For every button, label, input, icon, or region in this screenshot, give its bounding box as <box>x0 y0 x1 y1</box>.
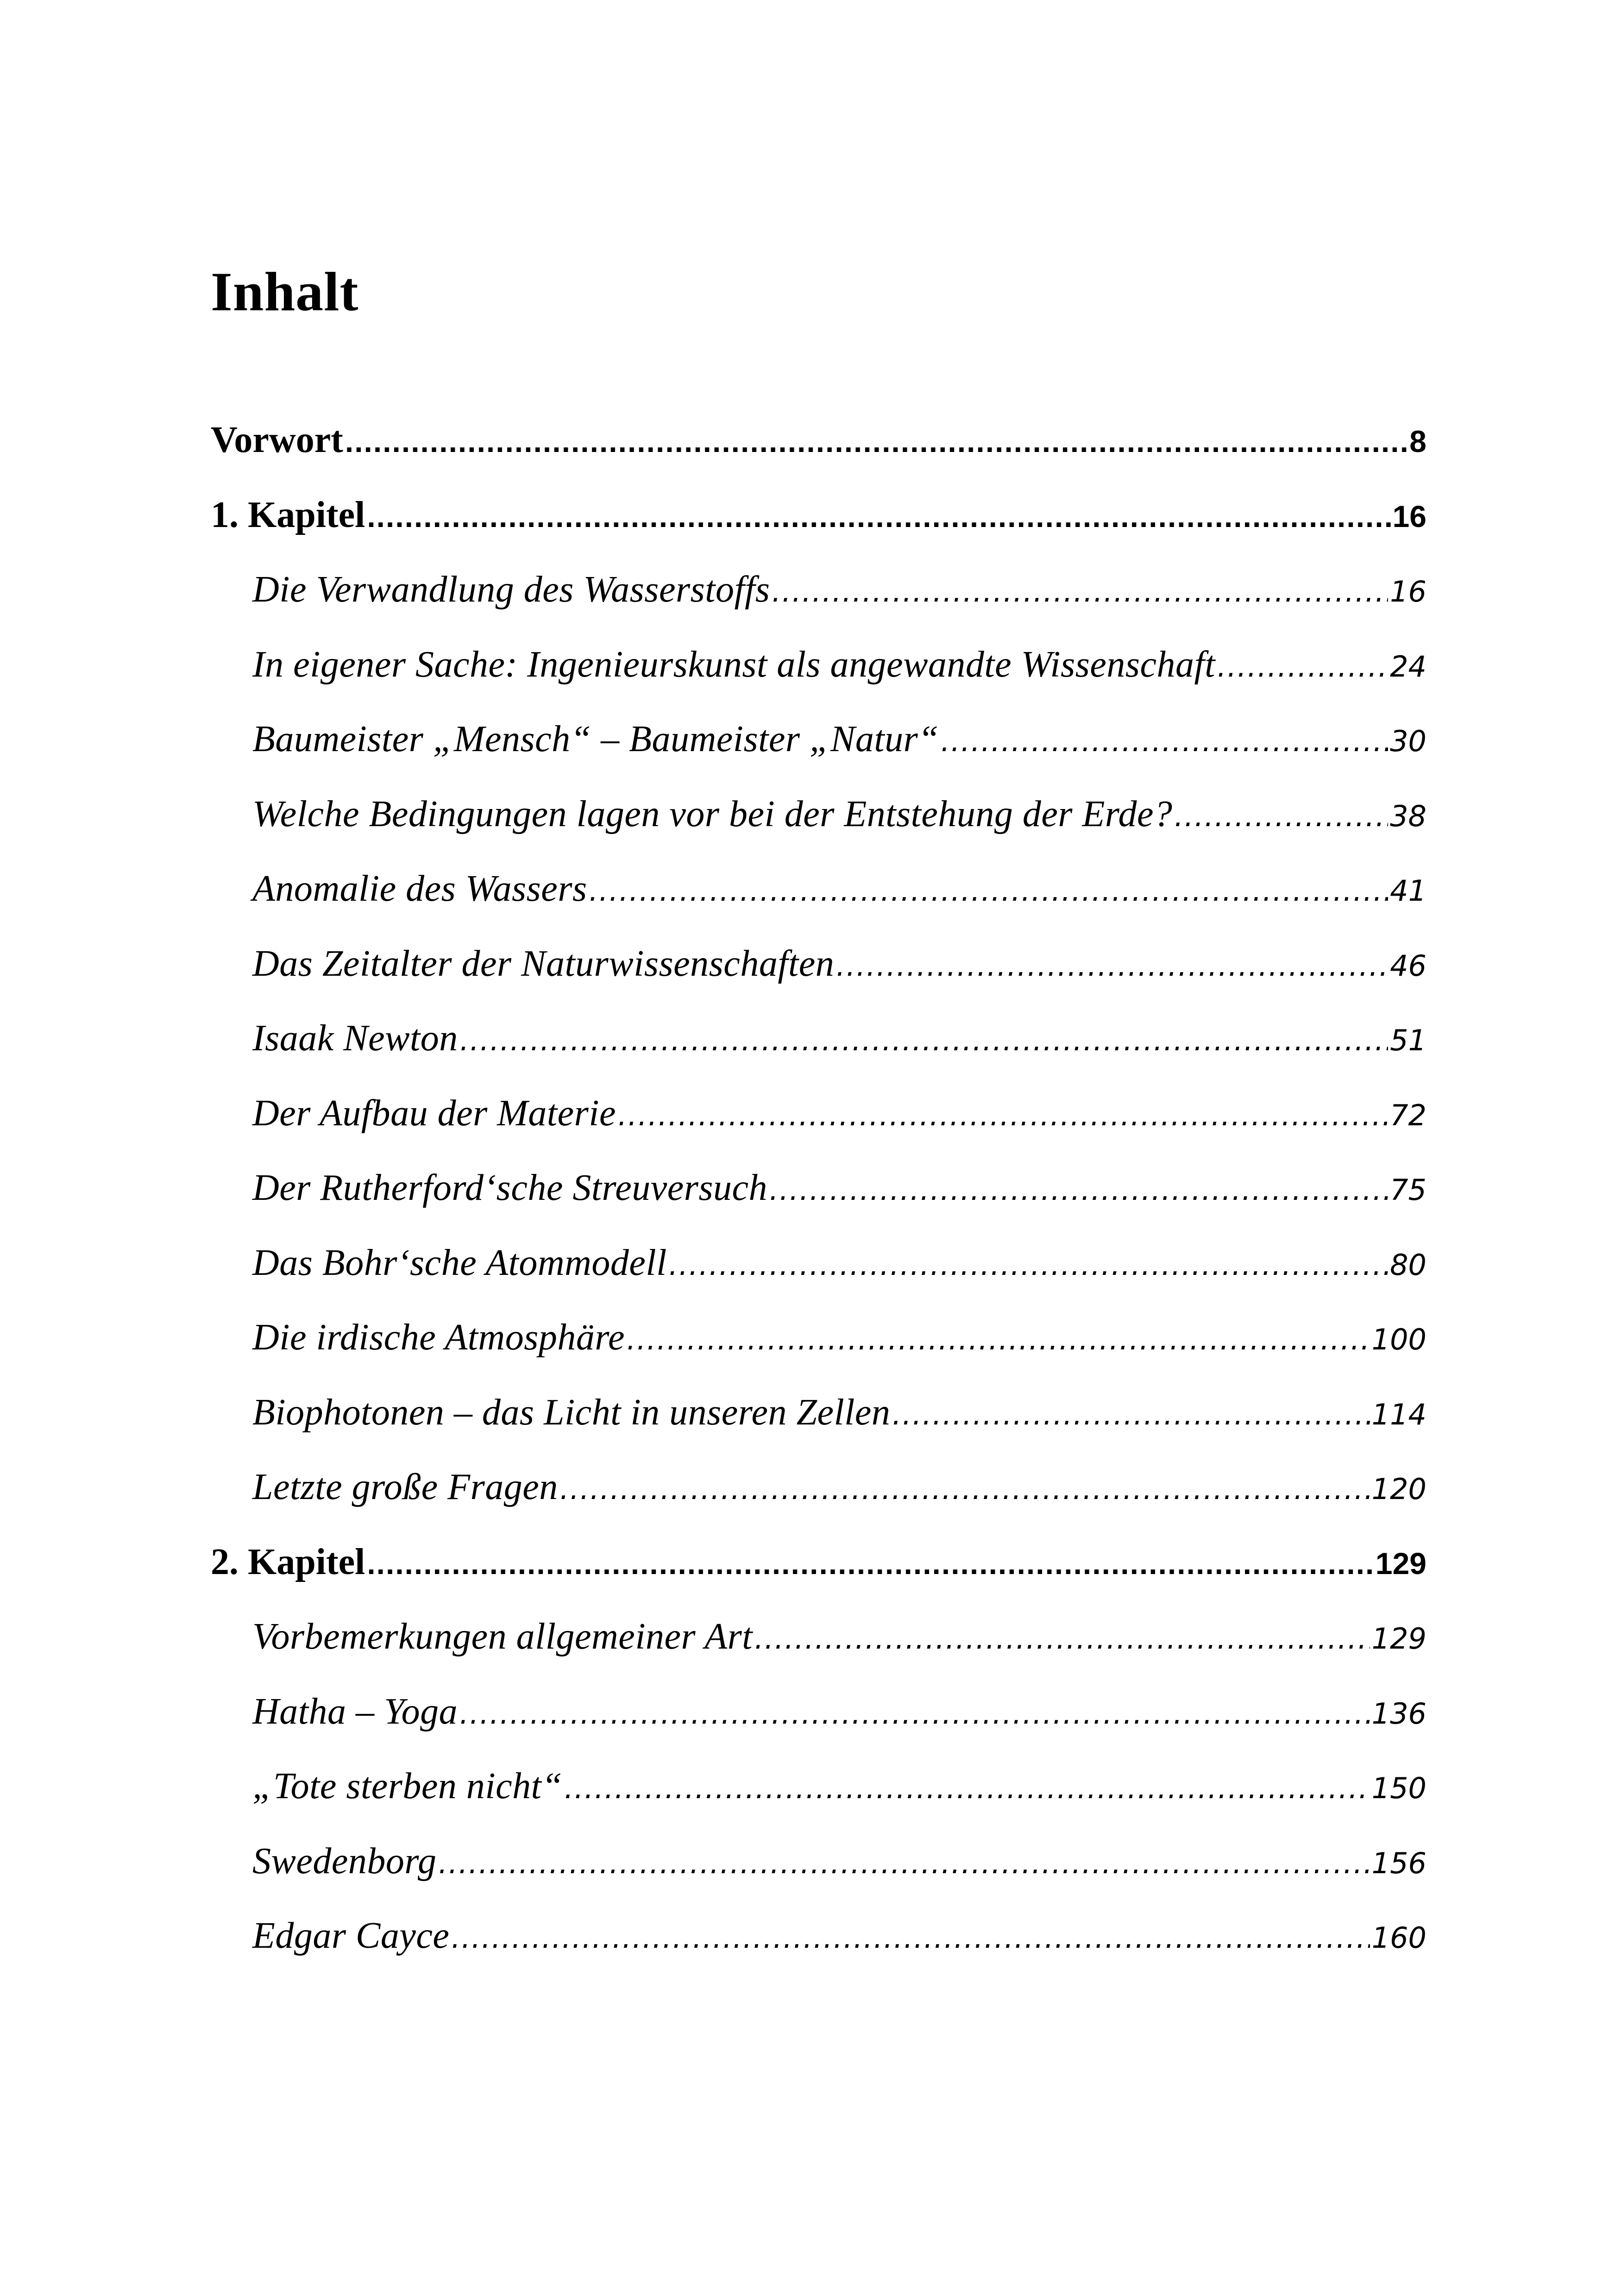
toc-section-entry <box>211 1691 1426 1766</box>
toc-chapter-entry <box>211 419 1426 494</box>
toc-dot-leader <box>451 1921 1370 1955</box>
toc-dot-leader <box>754 1622 1370 1656</box>
toc-dot-leader <box>669 1248 1388 1282</box>
toc-page-number: 38 <box>1390 799 1426 833</box>
toc-entry-title: Edgar Cayce <box>252 1915 450 1956</box>
toc-section-entry <box>211 868 1426 943</box>
toc-dot-leader <box>1217 650 1388 684</box>
toc-page-number: 46 <box>1390 948 1426 983</box>
toc-section-entry <box>211 1765 1426 1840</box>
toc-entry-title: Die irdische Atmosphäre <box>252 1317 625 1358</box>
toc-page-number: 129 <box>1371 1622 1426 1656</box>
toc-entry-title: Die Verwandlung des Wasserstoffs <box>252 569 770 610</box>
toc-section-entry <box>211 1466 1426 1541</box>
toc-page-number: 8 <box>1409 424 1426 458</box>
toc-page-number: 75 <box>1390 1173 1426 1207</box>
toc-entry-title: Der Rutherford‘sche Streuversuch <box>252 1167 768 1208</box>
toc-dot-leader <box>564 1771 1370 1805</box>
toc-entry-title: Biophotonen – das Licht in unseren Zellen <box>252 1392 891 1433</box>
toc-entry-title: Isaak Newton <box>252 1018 458 1059</box>
toc-entry-title: Das Bohr‘sche Atommodell <box>252 1242 667 1283</box>
toc-section-entry <box>211 569 1426 644</box>
toc-entry-title: 1. Kapitel <box>211 494 365 535</box>
toc-entry-title: „Tote sterben nicht“ <box>252 1766 563 1807</box>
toc-page-number: 24 <box>1390 649 1426 684</box>
toc-dot-leader <box>618 1098 1388 1132</box>
toc-entry-title: Swedenborg <box>252 1840 437 1882</box>
toc-dot-leader <box>460 1023 1388 1057</box>
toc-page-number: 30 <box>1390 724 1426 758</box>
toc-page-number: 120 <box>1371 1472 1426 1506</box>
toc-dot-leader <box>367 499 1390 534</box>
toc-section-entry <box>211 644 1426 719</box>
toc-dot-leader <box>769 1173 1388 1207</box>
toc-section-entry <box>211 1392 1426 1467</box>
toc-section-entry <box>211 943 1426 1018</box>
toc-page-number: 160 <box>1371 1921 1426 1955</box>
toc-page-number: 136 <box>1371 1696 1426 1731</box>
toc-entry-title: Welche Bedingungen lagen vor bei der Entstehung der Erde? <box>252 793 1173 834</box>
toc-dot-leader <box>560 1472 1370 1506</box>
toc-section-entry <box>211 1167 1426 1242</box>
toc-entry-title: Das Zeitalter der Naturwissenschaften <box>252 943 835 984</box>
toc-dot-leader <box>772 575 1389 609</box>
toc-page-number: 114 <box>1371 1397 1426 1431</box>
toc-entry-title: Vorwort <box>211 420 343 460</box>
toc-page-number: 156 <box>1371 1846 1426 1880</box>
toc-entry-title: Der Aufbau der Materie <box>252 1092 616 1134</box>
page-title: Inhalt <box>211 261 359 322</box>
toc-dot-leader <box>589 874 1389 908</box>
toc-dot-leader <box>367 1546 1374 1581</box>
toc-section-entry <box>211 1915 1426 1990</box>
toc-dot-leader <box>345 424 1407 459</box>
toc-dot-leader <box>459 1697 1370 1731</box>
toc-section-entry <box>211 1017 1426 1092</box>
toc-dot-leader <box>627 1323 1370 1356</box>
toc-page-number: 100 <box>1371 1323 1426 1356</box>
toc-dot-leader <box>941 724 1388 758</box>
toc-chapter-entry <box>211 1541 1426 1616</box>
toc-entry-title: Anomalie des Wassers <box>252 868 587 909</box>
toc-section-entry <box>211 1242 1426 1317</box>
toc-entry-title: Letzte große Fragen <box>252 1467 558 1507</box>
toc-dot-leader <box>892 1398 1370 1431</box>
toc-page-number: 16 <box>1392 499 1426 533</box>
toc-entry-title: Baumeister „Mensch“ – Baumeister „Natur“ <box>252 719 939 759</box>
toc-page-number: 72 <box>1390 1098 1426 1132</box>
toc-page-number: 129 <box>1375 1546 1426 1581</box>
toc-entry-title: Hatha – Yoga <box>252 1691 458 1732</box>
toc-section-entry <box>211 793 1426 868</box>
toc-page-number: 16 <box>1390 575 1426 609</box>
toc-dot-leader <box>836 949 1388 983</box>
toc-section-entry <box>211 718 1426 793</box>
toc-section-entry <box>211 1616 1426 1691</box>
toc-section-entry <box>211 1840 1426 1915</box>
table-of-contents <box>211 419 1426 1990</box>
toc-section-entry <box>211 1092 1426 1167</box>
toc-section-entry <box>211 1317 1426 1392</box>
toc-entry-title: 2. Kapitel <box>211 1541 365 1582</box>
toc-dot-leader <box>1175 799 1389 833</box>
toc-entry-title: In eigener Sache: Ingenieurskunst als angewandte Wissenschaft <box>252 644 1215 685</box>
toc-dot-leader <box>439 1846 1370 1880</box>
toc-page-number: 150 <box>1371 1771 1426 1805</box>
toc-page-number: 41 <box>1390 874 1426 908</box>
toc-page-number: 51 <box>1390 1023 1426 1057</box>
toc-entry-title: Vorbemerkungen allgemeiner Art <box>252 1616 753 1657</box>
toc-chapter-entry <box>211 494 1426 569</box>
toc-page-number: 80 <box>1390 1248 1426 1282</box>
